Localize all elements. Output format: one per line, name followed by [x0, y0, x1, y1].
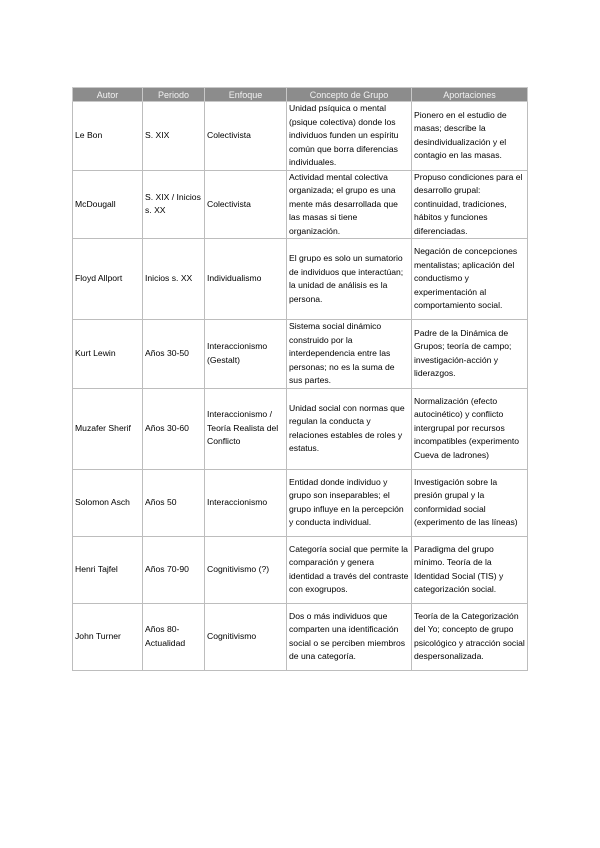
- cell-concepto: Actividad mental colectiva organizada; el grupo es una mente más desarrollada que las masas si tiene organización.: [287, 170, 412, 239]
- cell-concepto: Dos o más individuos que comparten una identificación social o se perciben miembros de una categoría.: [287, 603, 412, 670]
- cell-aportaciones: Pionero en el estudio de masas; describe la desindividualización y el contagio en las masas.: [412, 102, 528, 171]
- table-row: [73, 388, 528, 469]
- table-row: [73, 102, 528, 171]
- cell-enfoque: Cognitivismo (?): [205, 536, 287, 603]
- header-enfoque: Enfoque: [205, 88, 287, 102]
- cell-aportaciones: Normalización (efecto autocinético) y conflicto intergrupal por recursos incompatibles (experimento Cueva de ladrones): [412, 388, 528, 469]
- cell-periodo: Años 80-Actualidad: [143, 603, 205, 670]
- cell-enfoque: Interaccionismo / Teoría Realista del Conflicto: [205, 388, 287, 469]
- table-row: [73, 603, 528, 670]
- cell-concepto: Sistema social dinámico construido por la interdependencia entre las personas; no es la suma de sus partes.: [287, 320, 412, 389]
- cell-enfoque: Interaccionismo: [205, 469, 287, 536]
- cell-autor: Solomon Asch: [73, 469, 143, 536]
- cell-concepto: Categoría social que permite la comparación y genera identidad a través del contraste con exogrupos.: [287, 536, 412, 603]
- table-row: [73, 536, 528, 603]
- cell-autor: Henri Tajfel: [73, 536, 143, 603]
- cell-periodo: Años 30-50: [143, 320, 205, 389]
- authors-table: [72, 87, 528, 671]
- cell-aportaciones: Negación de concepciones mentalistas; aplicación del conductismo y experimentación al comportamiento social.: [412, 239, 528, 320]
- cell-aportaciones: Propuso condiciones para el desarrollo grupal: continuidad, tradiciones, hábitos y funciones diferenciadas.: [412, 170, 528, 239]
- header-autor: Autor: [73, 88, 143, 102]
- cell-autor: Le Bon: [73, 102, 143, 171]
- cell-periodo: Años 70-90: [143, 536, 205, 603]
- cell-aportaciones: Investigación sobre la presión grupal y la conformidad social (experimento de las líneas): [412, 469, 528, 536]
- cell-enfoque: Cognitivismo: [205, 603, 287, 670]
- cell-periodo: Años 30-60: [143, 388, 205, 469]
- cell-concepto: El grupo es solo un sumatorio de individuos que interactúan; la unidad de análisis es la persona.: [287, 239, 412, 320]
- cell-periodo: S. XIX / Inicios s. XX: [143, 170, 205, 239]
- cell-aportaciones: Paradigma del grupo mínimo. Teoría de la Identidad Social (TIS) y categorización social.: [412, 536, 528, 603]
- table-row: [73, 320, 528, 389]
- header-aportaciones: Aportaciones: [412, 88, 528, 102]
- cell-enfoque: Interaccionismo (Gestalt): [205, 320, 287, 389]
- cell-enfoque: Colectivista: [205, 170, 287, 239]
- cell-autor: Muzafer Sherif: [73, 388, 143, 469]
- cell-aportaciones: Teoría de la Categorización del Yo; concepto de grupo psicológico y atracción social despersonalizada.: [412, 603, 528, 670]
- header-concepto: Concepto de Grupo: [287, 88, 412, 102]
- table-row: [73, 239, 528, 320]
- cell-periodo: Años 50: [143, 469, 205, 536]
- table-row: [73, 170, 528, 239]
- cell-concepto: Unidad social con normas que regulan la conducta y relaciones estables de roles y estatus.: [287, 388, 412, 469]
- cell-concepto: Unidad psíquica o mental (psique colectiva) donde los individuos funden un espíritu común que borra diferencias individuales.: [287, 102, 412, 171]
- cell-autor: Kurt Lewin: [73, 320, 143, 389]
- header-periodo: Periodo: [143, 88, 205, 102]
- header-row: [73, 88, 528, 102]
- cell-aportaciones: Padre de la Dinámica de Grupos; teoría de campo; investigación-acción y liderazgos.: [412, 320, 528, 389]
- cell-periodo: S. XIX: [143, 102, 205, 171]
- table-row: [73, 469, 528, 536]
- cell-autor: McDougall: [73, 170, 143, 239]
- cell-periodo: Inicios s. XX: [143, 239, 205, 320]
- cell-concepto: Entidad donde individuo y grupo son inseparables; el grupo influye en la percepción y conducta individual.: [287, 469, 412, 536]
- cell-autor: John Turner: [73, 603, 143, 670]
- cell-enfoque: Individualismo: [205, 239, 287, 320]
- cell-autor: Floyd Allport: [73, 239, 143, 320]
- cell-enfoque: Colectivista: [205, 102, 287, 171]
